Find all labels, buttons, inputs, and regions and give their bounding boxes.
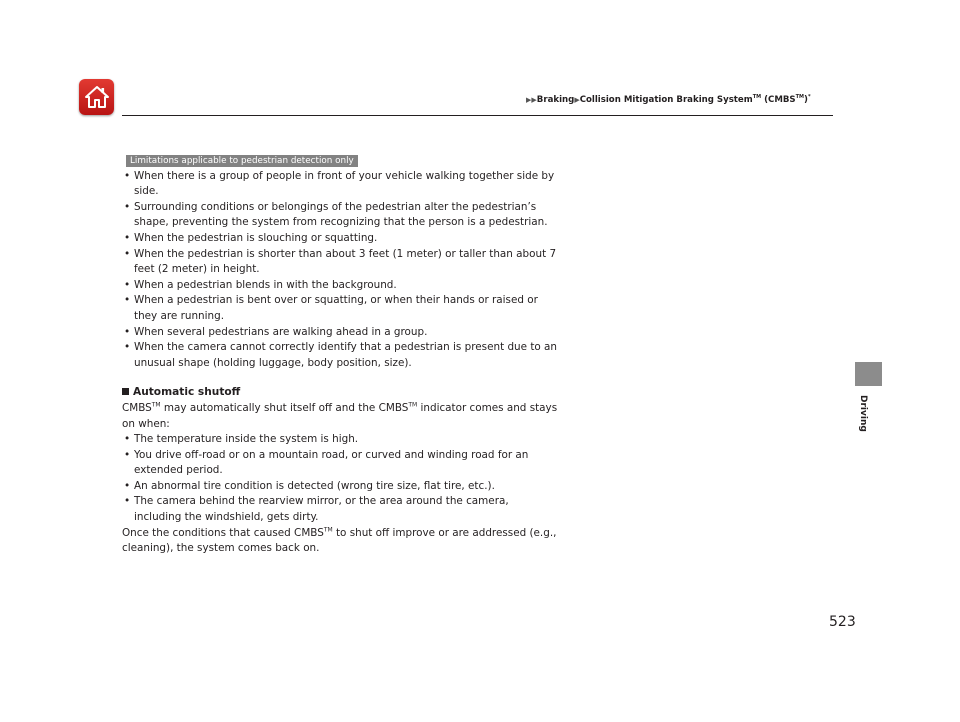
list-item: • An abnormal tire condition is detected (wrong tire size, flat tire, etc.). bbox=[122, 479, 558, 495]
list-item: • When a pedestrian blends in with the background. bbox=[122, 278, 558, 294]
list-item: • Surrounding conditions or belongings of the pedestrian alter the pedestrian’s shape, preventing the system from recognizing that the person is a pedestrian. bbox=[122, 200, 558, 231]
breadcrumb: ▶▶Braking▶Collision Mitigation Braking System™ (CMBS™)* bbox=[526, 94, 811, 105]
list-item: • When the camera cannot correctly identify that a pedestrian is present due to an unusual shape (holding luggage, body position, size). bbox=[122, 340, 558, 371]
automatic-shutoff-heading: Automatic shutoff bbox=[122, 385, 558, 401]
pedestrian-limitations-list bbox=[122, 169, 558, 372]
breadcrumb-cmbs[interactable]: Collision Mitigation Braking System™ (CMBS™)* bbox=[579, 94, 811, 105]
breadcrumb-braking[interactable]: Braking bbox=[536, 95, 575, 105]
page-number: 523 bbox=[829, 614, 856, 630]
section-label: Limitations applicable to pedestrian detection only bbox=[126, 155, 358, 167]
list-item: • When the pedestrian is shorter than about 3 feet (1 meter) or taller than about 7 feet (2 meter) in height. bbox=[122, 247, 558, 278]
shutoff-conditions-list bbox=[122, 432, 558, 526]
list-item: • The camera behind the rearview mirror, or the area around the camera, including the windshield, gets dirty. bbox=[122, 494, 558, 525]
home-icon bbox=[84, 85, 110, 109]
list-item: • You drive off-road or on a mountain road, or curved and winding road for an extended period. bbox=[122, 448, 558, 479]
list-item: • When a pedestrian is bent over or squatting, or when their hands or raised or they are running. bbox=[122, 293, 558, 324]
list-item: • When there is a group of people in front of your vehicle walking together side by side. bbox=[122, 169, 558, 200]
side-tab[interactable] bbox=[855, 362, 882, 386]
list-item: • The temperature inside the system is high. bbox=[122, 432, 558, 448]
list-item: • When the pedestrian is slouching or squatting. bbox=[122, 231, 558, 247]
list-item: • When several pedestrians are walking ahead in a group. bbox=[122, 325, 558, 341]
side-tab-label: Driving bbox=[858, 395, 868, 432]
shutoff-outro: Once the conditions that caused CMBS™ to shut off improve or are addressed (e.g., cleaning), the system comes back on. bbox=[122, 526, 557, 555]
main-content bbox=[122, 153, 558, 557]
shutoff-intro: CMBS™ may automatically shut itself off and the CMBS™ indicator comes and stays on when: bbox=[122, 401, 558, 430]
header-divider bbox=[122, 115, 833, 116]
home-button[interactable] bbox=[79, 79, 114, 115]
square-bullet-icon bbox=[122, 388, 129, 395]
